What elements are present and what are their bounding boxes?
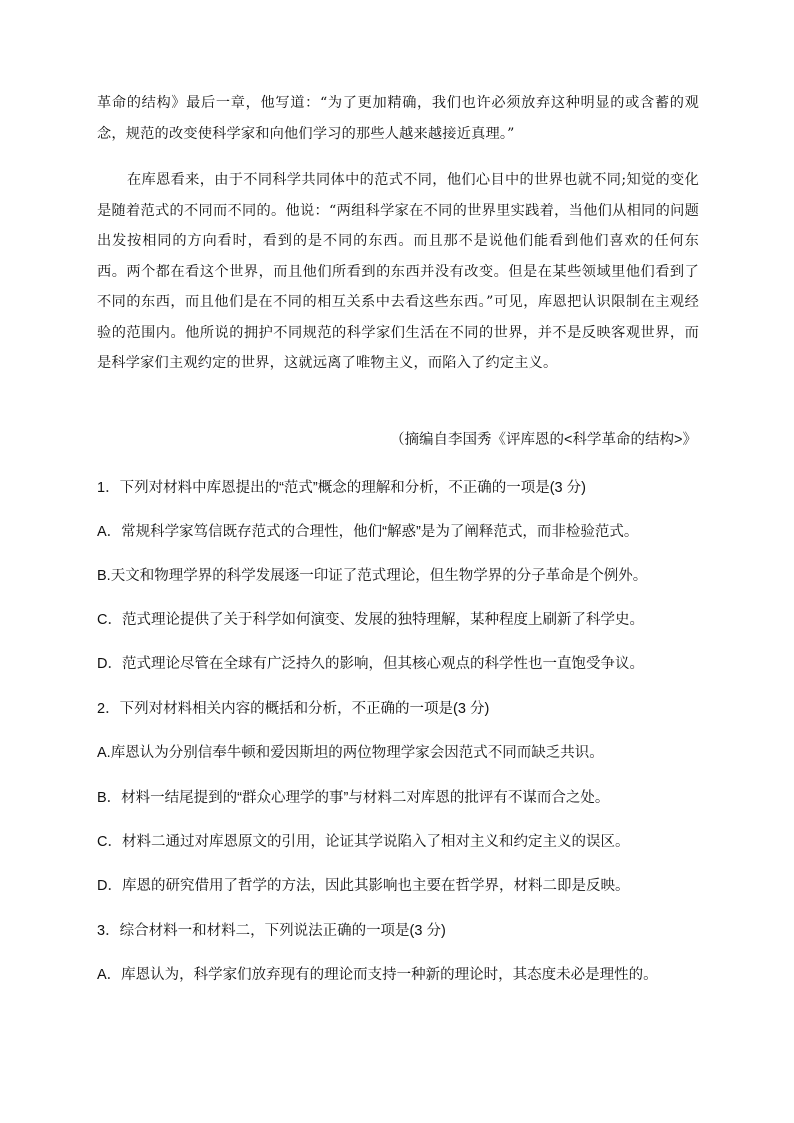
question-1-option-c: C．范式理论提供了关于科学如何演变、发展的独特理解，某种程度上刷新了科学史。 bbox=[97, 612, 644, 628]
question-1-option-b: B.天文和物理学界的科学发展逐一印证了范式理论，但生物学界的分子革命是个例外。 bbox=[97, 568, 648, 584]
question-1-stem: 1．下列对材料中库恩提出的“范式”概念的理解和分析，不正确的一项是(3 分) bbox=[97, 480, 586, 496]
question-1-option-a: A．常规科学家笃信既存范式的合理性，他们“解惑”是为了阐释范式，而非检验范式。 bbox=[97, 524, 639, 540]
question-2-option-c: C．材料二通过对库恩原文的引用，论证其学说陷入了相对主义和约定主义的误区。 bbox=[97, 834, 630, 850]
question-2-stem: 2．下列对材料相关内容的概括和分析，不正确的一项是(3 分) bbox=[97, 701, 490, 717]
question-2-option-a: A.库恩认为分别信奉牛顿和爱因斯坦的两位物理学家会因范式不同而缺乏共识。 bbox=[97, 745, 604, 761]
question-2-option-b: B．材料一结尾提到的“群众心理学的事”与材料二对库恩的批评有不谋而合之处。 bbox=[97, 790, 610, 806]
passage-paragraph-2: 在库恩看来，由于不同科学共同体中的范式不同，他们心目中的世界也就不同;知觉的变化是随着范式的不同而不同的。他说：“两组科学家在不同的世界里实践着，当他们从相同的问题出发按相同的方向看时，看到的是不同的东西。而且那不是说他们能看到他们喜欢的任何东西。两个都在看这个世界，而且他们所看到的东西并没有改变。但是在某些领域里他们看到了不同的东西，而且他们是在不同的相互关系中去看这些东西。”可见，库恩把认识限制在主观经验的范围内。他所说的拥护不同规范的科学家们生活在不同的世界，并不是反映客观世界，而是科学家们主观约定的世界，这就远离了唯物主义，而陷入了约定主义。 bbox=[97, 172, 699, 371]
question-2-option-d: D．库恩的研究借用了哲学的方法，因此其影响也主要在哲学界，材料二即是反映。 bbox=[97, 878, 630, 894]
source-citation: （摘编自李国秀《评库恩的<科学革命的结构>》 bbox=[390, 432, 697, 448]
passage-paragraph-1: 革命的结构》最后一章，他写道：“为了更加精确，我们也许必须放弃这种明显的或含蓄的观念，规范的改变使科学家和向他们学习的那些人越来越接近真理。” bbox=[97, 95, 699, 142]
question-1-option-d: D．范式理论尽管在全球有广泛持久的影响，但其核心观点的科学性也一直饱受争议。 bbox=[97, 656, 644, 672]
question-3-stem: 3．综合材料一和材料二，下列说法正确的一项是(3 分) bbox=[97, 923, 446, 939]
question-3-option-a: A．库恩认为，科学家们放弃现有的理论而支持一种新的理论时，其态度未必是理性的。 bbox=[97, 967, 658, 983]
